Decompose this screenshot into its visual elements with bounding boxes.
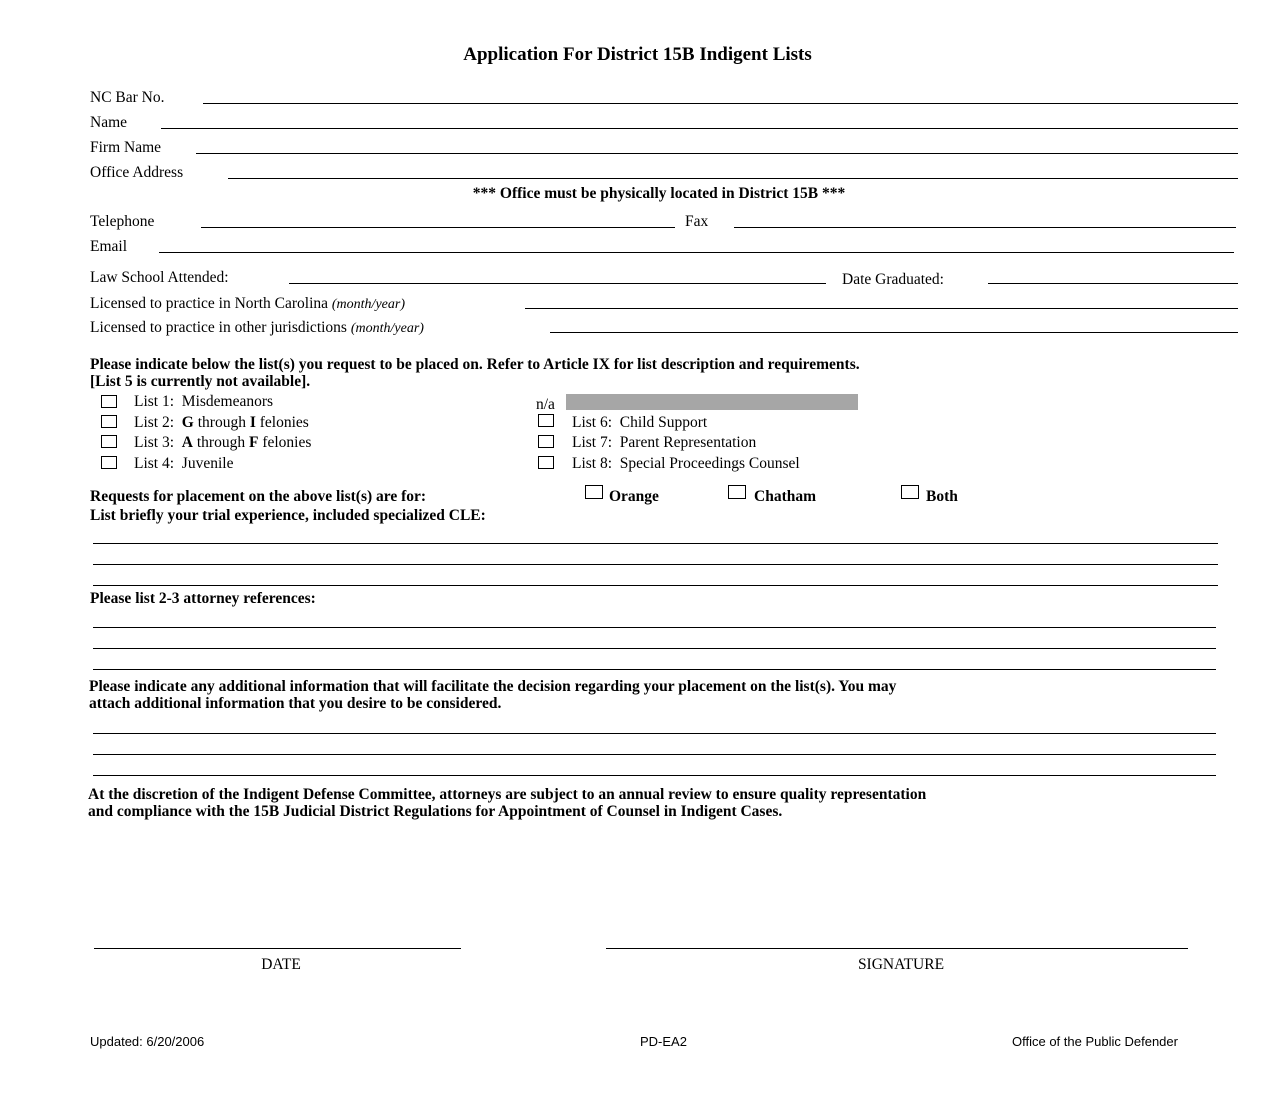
office-address-input-line[interactable] bbox=[228, 178, 1238, 179]
list3-mid: through bbox=[196, 434, 246, 451]
trial-experience-line-2[interactable] bbox=[93, 564, 1218, 565]
annual-review-line1: At the discretion of the Indigent Defense Committee, attorneys are subject to an annual review to ensure quality representation bbox=[88, 786, 927, 803]
licensed-nc-input-line[interactable] bbox=[525, 308, 1238, 309]
additional-info-label bbox=[89, 678, 1259, 712]
both-checkbox[interactable] bbox=[901, 485, 919, 499]
date-signature-line[interactable] bbox=[94, 948, 461, 949]
list8-prefix: List 8: bbox=[572, 455, 613, 472]
footer-office: Office of the Public Defender bbox=[1012, 1034, 1178, 1049]
list3-checkbox[interactable] bbox=[101, 435, 117, 448]
list6-prefix: List 6: bbox=[572, 414, 613, 431]
list4-checkbox[interactable] bbox=[101, 456, 117, 469]
list2-prefix: List 2: bbox=[134, 414, 175, 431]
list5-unavailable-bar bbox=[566, 394, 858, 410]
licensed-other-input-line[interactable] bbox=[550, 332, 1238, 333]
list-instructions bbox=[90, 356, 1250, 390]
list3-prefix: List 3: bbox=[134, 434, 175, 451]
orange-checkbox[interactable] bbox=[585, 485, 603, 499]
references-label: Please list 2-3 attorney references: bbox=[90, 590, 316, 607]
licensed-other-label bbox=[90, 319, 424, 337]
list1-label bbox=[134, 393, 273, 411]
list3-suffix: felonies bbox=[262, 434, 312, 451]
fax-input-line[interactable] bbox=[734, 227, 1236, 228]
trial-experience-label: List briefly your trial experience, included specialized CLE: bbox=[90, 507, 486, 524]
date-graduated-input-line[interactable] bbox=[988, 283, 1238, 284]
law-school-label: Law School Attended: bbox=[90, 269, 229, 286]
list2-bold-end: I bbox=[249, 414, 256, 431]
name-input-line[interactable] bbox=[161, 128, 1238, 129]
list3-bold-start: A bbox=[181, 434, 193, 451]
both-label: Both bbox=[926, 488, 958, 505]
firm-name-input-line[interactable] bbox=[196, 153, 1238, 154]
list2-label bbox=[134, 414, 309, 432]
office-location-notice: *** Office must be physically located in District 15B *** bbox=[472, 185, 846, 202]
trial-experience-line-1[interactable] bbox=[93, 543, 1218, 544]
placement-label: Requests for placement on the above list(s) are for: bbox=[90, 488, 427, 505]
page-title: Application For District 15B Indigent Lists bbox=[463, 44, 812, 65]
references-line-2[interactable] bbox=[93, 648, 1216, 649]
list6-text: Child Support bbox=[619, 414, 708, 431]
list8-label bbox=[572, 455, 800, 473]
footer-form-id: PD-EA2 bbox=[640, 1034, 687, 1049]
list7-prefix: List 7: bbox=[572, 434, 613, 451]
references-line-1[interactable] bbox=[93, 627, 1216, 628]
list8-text: Special Proceedings Counsel bbox=[619, 455, 800, 472]
list7-text: Parent Representation bbox=[619, 434, 757, 451]
signature-line[interactable] bbox=[606, 948, 1188, 949]
list2-bold-start: G bbox=[181, 414, 194, 431]
list5-na-label: n/a bbox=[536, 396, 555, 413]
firm-name-label: Firm Name bbox=[90, 139, 162, 156]
licensed-other-text: Licensed to practice in other jurisdictions bbox=[90, 319, 347, 336]
list2-mid: through bbox=[197, 414, 246, 431]
bar-no-input-line[interactable] bbox=[203, 103, 1238, 104]
orange-label: Orange bbox=[609, 488, 659, 505]
email-label: Email bbox=[90, 238, 128, 255]
list3-bold-end: F bbox=[248, 434, 259, 451]
bar-no-label: NC Bar No. bbox=[90, 89, 165, 106]
list7-checkbox[interactable] bbox=[538, 435, 554, 448]
telephone-input-line[interactable] bbox=[201, 227, 675, 228]
additional-info-line2: attach additional information that you desire to be considered. bbox=[89, 695, 502, 712]
list8-checkbox[interactable] bbox=[538, 456, 554, 469]
date-label: DATE bbox=[261, 956, 301, 973]
office-address-label: Office Address bbox=[90, 164, 184, 181]
licensed-nc-label bbox=[90, 295, 405, 313]
list4-label bbox=[134, 455, 233, 473]
list3-label bbox=[134, 434, 311, 452]
trial-experience-line-3[interactable] bbox=[93, 585, 1218, 586]
fax-label: Fax bbox=[685, 213, 709, 230]
list7-label bbox=[572, 434, 756, 452]
references-line-3[interactable] bbox=[93, 669, 1216, 670]
list4-text: Juvenile bbox=[181, 455, 234, 472]
list1-prefix: List 1: bbox=[134, 393, 175, 410]
chatham-checkbox[interactable] bbox=[728, 485, 746, 499]
annual-review-notice bbox=[88, 786, 1258, 820]
list-instructions-line1: Please indicate below the list(s) you request to be placed on. Refer to Article IX for list description and requirements. bbox=[90, 356, 860, 373]
list4-prefix: List 4: bbox=[134, 455, 175, 472]
additional-info-line-2[interactable] bbox=[93, 754, 1216, 755]
signature-label: SIGNATURE bbox=[857, 956, 945, 973]
list1-checkbox[interactable] bbox=[101, 395, 117, 408]
annual-review-line2: and compliance with the 15B Judicial District Regulations for Appointment of Counsel in Indigent Cases. bbox=[88, 803, 783, 820]
name-label: Name bbox=[90, 114, 128, 131]
list2-checkbox[interactable] bbox=[101, 415, 117, 428]
date-graduated-label: Date Graduated: bbox=[842, 271, 944, 288]
list6-checkbox[interactable] bbox=[538, 414, 554, 427]
additional-info-line-3[interactable] bbox=[93, 775, 1216, 776]
list1-text: Misdemeanors bbox=[181, 393, 274, 410]
email-input-line[interactable] bbox=[159, 252, 1234, 253]
list2-suffix: felonies bbox=[259, 414, 309, 431]
law-school-input-line[interactable] bbox=[289, 283, 826, 284]
list-instructions-line2: [List 5 is currently not available]. bbox=[90, 373, 311, 390]
additional-info-line1: Please indicate any additional information that will facilitate the decision regarding your placement on the list(s). You may bbox=[89, 678, 897, 695]
additional-info-line-1[interactable] bbox=[93, 733, 1216, 734]
chatham-label: Chatham bbox=[754, 488, 817, 505]
footer-updated: Updated: 6/20/2006 bbox=[90, 1034, 205, 1049]
licensed-nc-text: Licensed to practice in North Carolina bbox=[90, 295, 329, 312]
list6-label bbox=[572, 414, 707, 432]
licensed-other-hint: (month/year) bbox=[350, 321, 424, 336]
telephone-label: Telephone bbox=[90, 213, 155, 230]
licensed-nc-hint: (month/year) bbox=[331, 297, 405, 312]
